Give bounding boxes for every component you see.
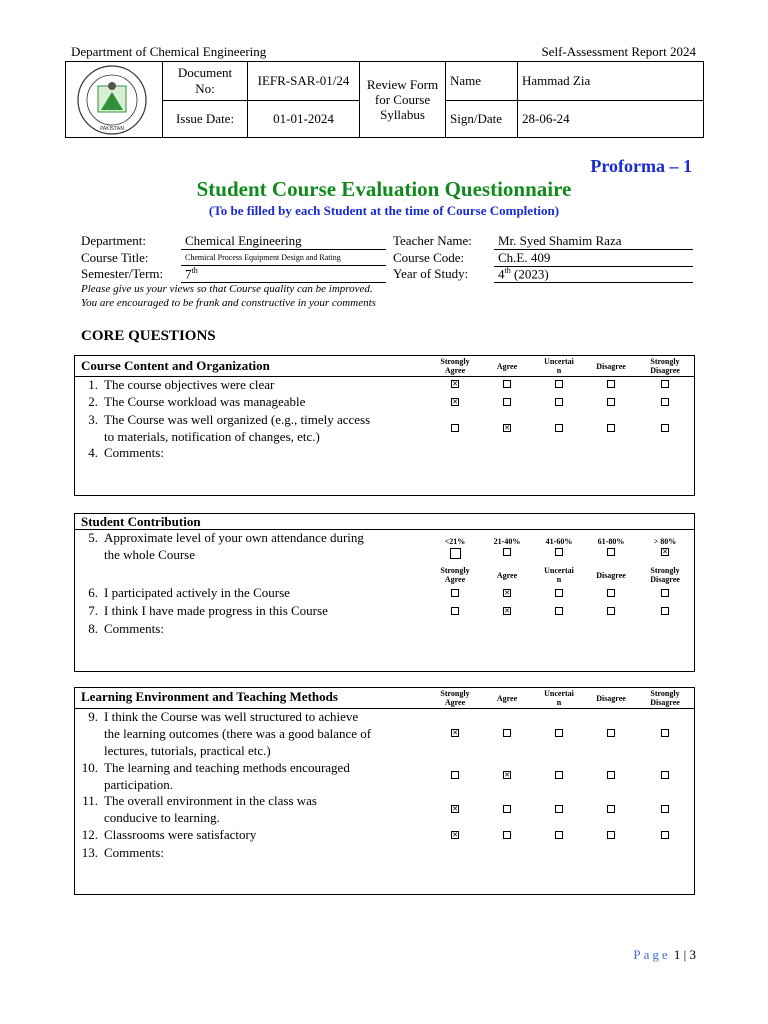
- note-line-1: Please give us your views so that Course quality can be improved.: [81, 283, 373, 295]
- q5-option-4-checkbox[interactable]: [607, 548, 615, 556]
- q9-option-3-checkbox[interactable]: [555, 729, 563, 737]
- doc-no-label: Document No:: [163, 62, 248, 101]
- q1-option-2-checkbox[interactable]: [503, 380, 511, 388]
- course-title-value: Chemical Process Equipment Design and Rating: [181, 250, 386, 266]
- attendance-col-1: <21%: [444, 537, 466, 546]
- department-value: Chemical Engineering: [181, 233, 386, 250]
- s2-col-disagree: Disagree: [596, 571, 626, 580]
- q5-option-1-checkbox[interactable]: [450, 548, 461, 559]
- q12-option-5-checkbox[interactable]: [661, 831, 669, 839]
- sign-date-label: Sign/Date: [446, 101, 518, 138]
- q7-option-4-checkbox[interactable]: [607, 607, 615, 615]
- course-code-value: Ch.E. 409: [494, 250, 693, 267]
- s3-col-disagree: Disagree: [596, 694, 626, 703]
- q10-option-1-checkbox[interactable]: [451, 771, 459, 779]
- year-label: Year of Study:: [393, 266, 469, 281]
- s1-col-agree: Agree: [496, 362, 518, 371]
- course-code-label: Course Code:: [393, 250, 465, 265]
- q11-option-1-checkbox[interactable]: [451, 805, 459, 813]
- q2-option-2-checkbox[interactable]: [503, 398, 511, 406]
- q7-option-5-checkbox[interactable]: [661, 607, 669, 615]
- s2-col-strongly-disagree: Strongly Disagree: [650, 566, 680, 584]
- core-questions-heading: CORE QUESTIONS: [81, 328, 216, 344]
- q5-option-2-checkbox[interactable]: [503, 548, 511, 556]
- page-subtitle: (To be filled by each Student at the time of Course Completion): [208, 203, 560, 218]
- q5-option-3-checkbox[interactable]: [555, 548, 563, 556]
- header-report: Self-Assessment Report 2024: [541, 44, 696, 59]
- q12-option-1-checkbox[interactable]: [451, 831, 459, 839]
- department-label: Department:: [81, 233, 146, 248]
- svg-text:PAKISTAN: PAKISTAN: [100, 126, 124, 132]
- q2-option-5-checkbox[interactable]: [661, 398, 669, 406]
- q5-option-5-checkbox[interactable]: [661, 548, 669, 556]
- s2-col-strongly-agree: Strongly Agree: [440, 566, 470, 584]
- section-1-title: Course Content and Organization: [81, 358, 270, 373]
- q10-option-5-checkbox[interactable]: [661, 771, 669, 779]
- s3-col-strongly-disagree: Strongly Disagree: [650, 689, 680, 707]
- q2-option-1-checkbox[interactable]: [451, 398, 459, 406]
- q6-option-2-checkbox[interactable]: [503, 589, 511, 597]
- note-line-2: You are encouraged to be frank and constructive in your comments: [81, 297, 376, 309]
- q1-option-1-checkbox[interactable]: [451, 380, 459, 388]
- semester-label: Semester/Term:: [81, 266, 164, 281]
- q1-option-5-checkbox[interactable]: [661, 380, 669, 388]
- q12-option-3-checkbox[interactable]: [555, 831, 563, 839]
- q1-option-3-checkbox[interactable]: [555, 380, 563, 388]
- q3-option-4-checkbox[interactable]: [607, 424, 615, 432]
- year-value: 4th (2023): [494, 266, 693, 283]
- q2-option-4-checkbox[interactable]: [607, 398, 615, 406]
- s2-col-uncertain: Uncertai n: [544, 566, 574, 584]
- proforma-label: Proforma – 1: [590, 156, 692, 176]
- q3-option-3-checkbox[interactable]: [555, 424, 563, 432]
- q6-option-3-checkbox[interactable]: [555, 589, 563, 597]
- page-footer: Page 1 | 3: [633, 947, 696, 962]
- q7-option-1-checkbox[interactable]: [451, 607, 459, 615]
- q3-option-1-checkbox[interactable]: [451, 424, 459, 432]
- attendance-col-4: 61-80%: [597, 537, 625, 546]
- section-3-title: Learning Environment and Teaching Methods: [81, 689, 338, 704]
- q10-option-4-checkbox[interactable]: [607, 771, 615, 779]
- attendance-col-3: 41-60%: [545, 537, 573, 546]
- s1-col-strongly-disagree: Strongly Disagree: [650, 357, 680, 375]
- page-title: Student Course Evaluation Questionnaire: [196, 177, 572, 201]
- name-value: Hammad Zia: [518, 62, 704, 101]
- q6-option-4-checkbox[interactable]: [607, 589, 615, 597]
- q11-option-3-checkbox[interactable]: [555, 805, 563, 813]
- q6-option-5-checkbox[interactable]: [661, 589, 669, 597]
- q6-option-1-checkbox[interactable]: [451, 589, 459, 597]
- s3-col-strongly-agree: Strongly Agree: [440, 689, 470, 707]
- s1-col-uncertain: Uncertai n: [544, 357, 574, 375]
- q3-option-2-checkbox[interactable]: [503, 424, 511, 432]
- header-department: Department of Chemical Engineering: [71, 44, 267, 59]
- q7-option-3-checkbox[interactable]: [555, 607, 563, 615]
- q7-option-2-checkbox[interactable]: [503, 607, 511, 615]
- q10-option-2-checkbox[interactable]: [503, 771, 511, 779]
- s1-col-disagree: Disagree: [596, 362, 626, 371]
- s2-col-agree: Agree: [496, 571, 518, 580]
- q9-option-5-checkbox[interactable]: [661, 729, 669, 737]
- document-control-table: [65, 61, 704, 138]
- attendance-col-5: > 80%: [653, 537, 677, 546]
- q10-option-3-checkbox[interactable]: [555, 771, 563, 779]
- section-2-title: Student Contribution: [81, 514, 201, 529]
- q3-option-5-checkbox[interactable]: [661, 424, 669, 432]
- q2-option-3-checkbox[interactable]: [555, 398, 563, 406]
- q11-option-4-checkbox[interactable]: [607, 805, 615, 813]
- q12-option-2-checkbox[interactable]: [503, 831, 511, 839]
- course-title-label: Course Title:: [81, 250, 149, 265]
- review-form-label: Review Form for Course Syllabus: [360, 62, 446, 138]
- teacher-value: Mr. Syed Shamim Raza: [494, 233, 693, 250]
- doc-no-value: IEFR-SAR-01/24: [248, 62, 360, 101]
- s3-col-uncertain: Uncertai n: [544, 689, 574, 707]
- name-label: Name: [446, 62, 518, 101]
- attendance-col-2: 21-40%: [493, 537, 521, 546]
- semester-value: 7th: [181, 266, 386, 283]
- sign-date-value: 28-06-24: [518, 101, 704, 138]
- issue-date-label: Issue Date:: [163, 101, 248, 138]
- issue-date-value: 01-01-2024: [248, 101, 360, 138]
- q11-option-2-checkbox[interactable]: [503, 805, 511, 813]
- s1-col-strongly-agree: Strongly Agree: [440, 357, 470, 375]
- q11-option-5-checkbox[interactable]: [661, 805, 669, 813]
- q9-option-4-checkbox[interactable]: [607, 729, 615, 737]
- teacher-label: Teacher Name:: [393, 233, 472, 248]
- q9-option-2-checkbox[interactable]: [503, 729, 511, 737]
- q1-option-4-checkbox[interactable]: [607, 380, 615, 388]
- s3-col-agree: Agree: [496, 694, 518, 703]
- q12-option-4-checkbox[interactable]: [607, 831, 615, 839]
- q9-option-1-checkbox[interactable]: [451, 729, 459, 737]
